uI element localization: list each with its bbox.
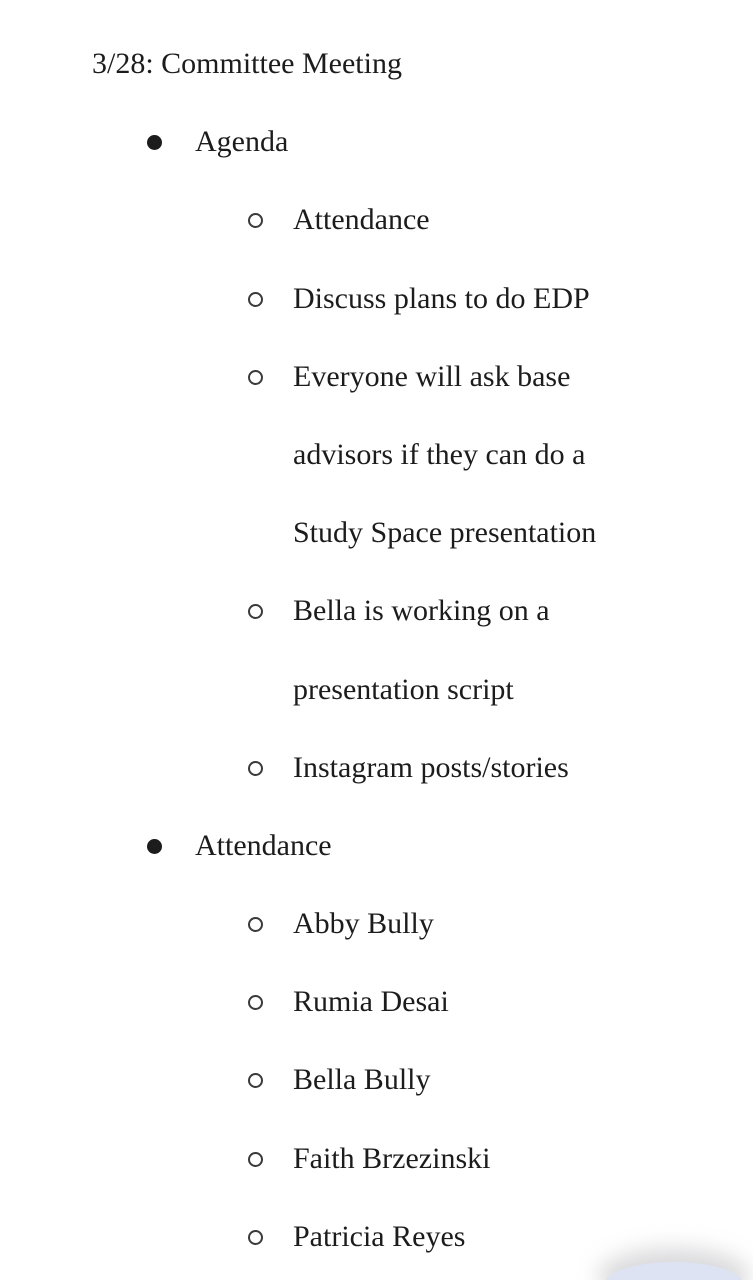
hollow-circle-icon (248, 370, 263, 385)
list-item-label: Instagram posts/stories (293, 750, 569, 784)
hollow-circle-icon (248, 917, 263, 932)
list-item (0, 828, 753, 906)
list-item-continuation (0, 437, 753, 515)
list-item-label: Bella Bully (293, 1063, 431, 1097)
list-item (0, 906, 753, 984)
list-item (0, 281, 753, 359)
list-item-label: presentation script (293, 672, 514, 706)
list-item (0, 359, 753, 437)
doc-title: 3/28: Committee Meeting (92, 47, 402, 80)
list-item (0, 984, 753, 1062)
list-item-label: advisors if they can do a (293, 437, 586, 471)
list-item (0, 750, 753, 828)
list-item (0, 593, 753, 671)
list-item-label: Agenda (195, 125, 289, 159)
list-item-label: Study Space presentation (293, 516, 597, 550)
hollow-circle-icon (248, 1152, 263, 1167)
list-item (0, 124, 753, 202)
filled-bullet-icon (147, 839, 162, 854)
list-item-label: Patricia Reyes (293, 1219, 466, 1253)
list-item (0, 202, 753, 280)
list-item-label: Attendance (293, 203, 430, 237)
hollow-circle-icon (248, 761, 263, 776)
hollow-circle-icon (248, 292, 263, 307)
list-item-label: Everyone will ask base (293, 359, 571, 393)
list-item-label: Discuss plans to do EDP (293, 281, 590, 315)
list-item-continuation (0, 515, 753, 593)
list-item-label: Bella is working on a (293, 594, 550, 628)
list-item-label: Faith Brzezinski (293, 1141, 491, 1175)
list-item-label: Abby Bully (293, 907, 434, 941)
list-item (0, 1062, 753, 1140)
list-item-continuation (0, 672, 753, 750)
list-item-label: Rumia Desai (293, 985, 449, 1019)
list-item (0, 1141, 753, 1219)
doc-heading (0, 46, 753, 124)
list-item-label: Attendance (195, 828, 332, 862)
hollow-circle-icon (248, 1230, 263, 1245)
